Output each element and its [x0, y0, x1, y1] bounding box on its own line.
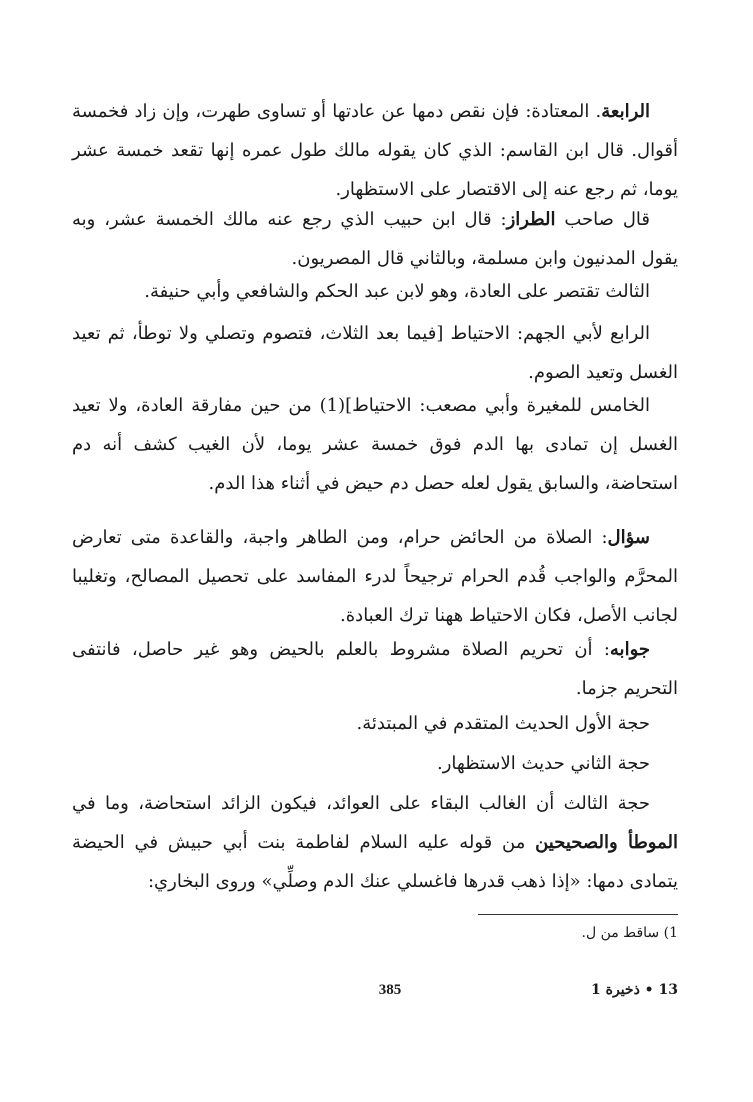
- paragraph-text: الثالث تقتصر على العادة، وهو لابن عبد الحكم والشافعي وأبي حنيفة.: [144, 281, 650, 302]
- paragraph-proof-second: [72, 744, 678, 783]
- footnote-divider: [478, 914, 678, 915]
- paragraph-question: [72, 518, 678, 635]
- paragraph-text: : الصلاة من الحائض حرام، ومن الطاهر واجبة، والقاعدة متى تعارض المحرَّم والواجب قُدم الحرام ترجيحاً لدرء المفاسد على تحصيل المصالح، وتغليبا لجانب الأصل، فكان الاحتياط ههنا ترك العبادة.: [72, 527, 678, 626]
- paragraph-tiraz: [72, 200, 678, 278]
- paragraph-fifth: [72, 386, 678, 503]
- paragraph-text: الرابع لأبي الجهم: الاحتياط [فيما بعد الثلاث، فتصوم وتصلي ولا توطأ، ثم تعيد الغسل وتعيد الصوم.: [72, 323, 678, 383]
- paragraph-text: من قوله عليه السلام لفاطمة بنت أبي حبيش في الحيضة يتمادى دمها: «إذا ذهب قدرها فاغسلي عنك الدم وصلِّي» وروى البخاري:: [72, 832, 678, 892]
- paragraph-lead: جوابه: [609, 639, 650, 660]
- paragraph-proof-third: [72, 784, 678, 901]
- paragraph-fourth: [72, 314, 678, 392]
- paragraph-answer: [72, 630, 678, 708]
- paragraph-text: . المعتادة: فإن نقص دمها عن عادتها أو تساوى طهرت، وإن زاد فخمسة أقوال. قال ابن القاسم: الذي كان يقوله مالك طول عمره إنها تقعد خمسة عشر يوما، ثم رجع عنه إلى الاقتصار على الاستظهار.: [72, 101, 678, 200]
- footnote: 1) ساقط من ل.: [581, 925, 678, 941]
- paragraph-prefix: قال صاحب: [555, 209, 650, 230]
- paragraph-text: : قال ابن حبيب الذي رجع عنه مالك الخمسة عشر، وبه يقول المدنيون وابن مسلمة، وبالثاني قال المصريون.: [72, 209, 678, 269]
- printer-signature: 13 • ذخيرة 1: [591, 982, 678, 998]
- paragraph-text: الخامس للمغيرة وأبي مصعب: الاحتياط](1) من حين مفارقة العادة، ولا تعيد الغسل إن تمادى بها الدم فوق خمسة عشر يوما، لأن الغيب كشف أنه دم استحاضة، والسابق يقول لعله حصل دم حيض في أثناء هذا الدم.: [72, 395, 678, 494]
- page-number: 385: [378, 982, 402, 998]
- paragraph-lead: سؤال: [607, 527, 650, 548]
- paragraph-proof-first: [72, 704, 678, 743]
- paragraph-text: حجة الأول الحديث المتقدم في المبتدئة.: [356, 713, 650, 734]
- paragraph-text: حجة الثالث أن الغالب البقاء على العوائد، فيكون الزائد استحاضة، وما في: [72, 793, 650, 814]
- paragraph-lead: الرابعة: [601, 101, 650, 122]
- paragraph-lead: الطراز: [506, 209, 556, 230]
- paragraph-text: : أن تحريم الصلاة مشروط بالعلم بالحيض وهو غير حاصل، فانتفى التحريم جزما.: [72, 639, 678, 699]
- paragraph-lead: الموطأ والصحيحين: [535, 832, 678, 853]
- paragraph-third: [72, 272, 678, 311]
- paragraph-text: حجة الثاني حديث الاستظهار.: [437, 753, 650, 774]
- paragraph-fourth-opinion: [72, 92, 678, 209]
